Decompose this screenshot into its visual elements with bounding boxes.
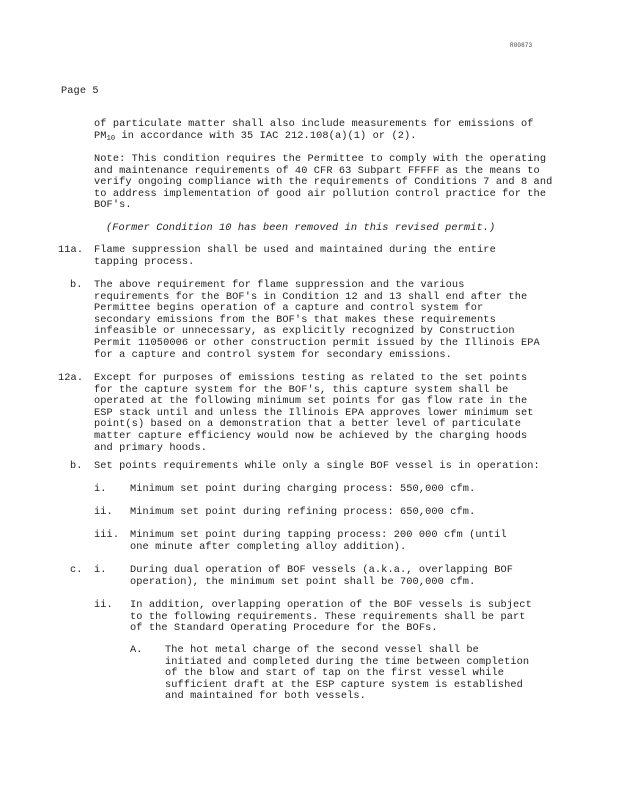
condition-12b-text: Set points requirements while only a single BOF vessel is in operation: (94, 460, 540, 472)
former-condition-note: (Former Condition 10 has been removed in this revised permit.) (106, 222, 496, 234)
item-text: Minimum set point during tapping process: 200 000 cfm (until one minute after completing alloy addition). (130, 529, 507, 553)
condition-12c-label: c. (70, 564, 83, 576)
condition-12b-label: b. (70, 460, 83, 472)
intro-line-1: of particulate matter shall also include measurements for emissions of (94, 118, 534, 130)
condition-11b-text: The above requirement for flame suppression and the various requirements for the BOF's in Condition 12 and 13 shall end after the Permittee begins operation of a capture and control system for secondary emissions from the BOF's that makes these requirements infeasible or unnecessary, as explicitly recognized by Construction Permit 11050006 or other construction permit issued by the Illinois EPA for a capture and control system for secondary emissions. (94, 279, 540, 361)
item-text: Minimum set point during refining process: 650,000 cfm. (130, 506, 476, 518)
note-line: Note: This condition requires the Permittee to comply with the operating (94, 153, 547, 165)
item-label: ii. (94, 506, 113, 518)
item-text: During dual operation of BOF vessels (a.k.a., overlapping BOF operation), the minimum set point shall be 700,000 cfm. (130, 564, 514, 588)
condition-11a-text: Flame suppression shall be used and maintained during the entire tapping process. (94, 244, 496, 268)
condition-11a-label: 11a. (58, 244, 84, 256)
item-label: ii. (94, 599, 113, 611)
item-label: iii. (94, 529, 120, 541)
note-line: and maintenance requirements of 40 CFR 63 Subpart FFFFF as the means to (94, 164, 540, 177)
item-label: i. (94, 564, 107, 576)
sub-item-text: The hot metal charge of the second vessel shall be initiated and completed during the time between completion of the blow and start of tap on the first vessel while sufficient draft at the ESP capture system is established and maintained for both vessels. (165, 644, 530, 703)
note-paragraph (94, 154, 552, 212)
condition-12a-text: Except for purposes of emissions testing as related to the set points for the capture system for the BOF's, this capture system shall be operated at the following minimum set points for gas flow rate in the ESP stack until and unless the Illinois EPA approves lower minimum set point(s) based on a demonstration that a better level of particulate matter capture efficiency would now be achieved by the charging hoods and primary hoods. (94, 372, 534, 454)
pm-symbol: $PM_{10}$ (94, 129, 116, 143)
note-line: to address implementation of good air pollution control practice for the (94, 187, 547, 200)
sub-item-label: A. (130, 644, 143, 656)
note-line: verify ongoing compliance with the requirements of Conditions 7 and 8 and (94, 176, 553, 189)
intro-line-2: $PM_{10}$ in accordance with 35 IAC 212.108(a)(1) or (2). (94, 129, 417, 143)
note-line: BOF's. (94, 199, 132, 212)
condition-11b-label: b. (70, 279, 83, 291)
item-text: In addition, overlapping operation of the BOF vessels is subject to the following requirements. These requirements shall be part of the Standard Operating Procedure for the BOFs. (130, 599, 532, 635)
condition-12a-label: 12a. (58, 372, 84, 384)
document-id: R00873 (510, 42, 533, 49)
item-label: i. (94, 483, 107, 495)
intro-paragraph (94, 119, 534, 142)
item-text: Minimum set point during charging process: 550,000 cfm. (130, 483, 476, 495)
page-number: Page 5 (61, 85, 99, 97)
